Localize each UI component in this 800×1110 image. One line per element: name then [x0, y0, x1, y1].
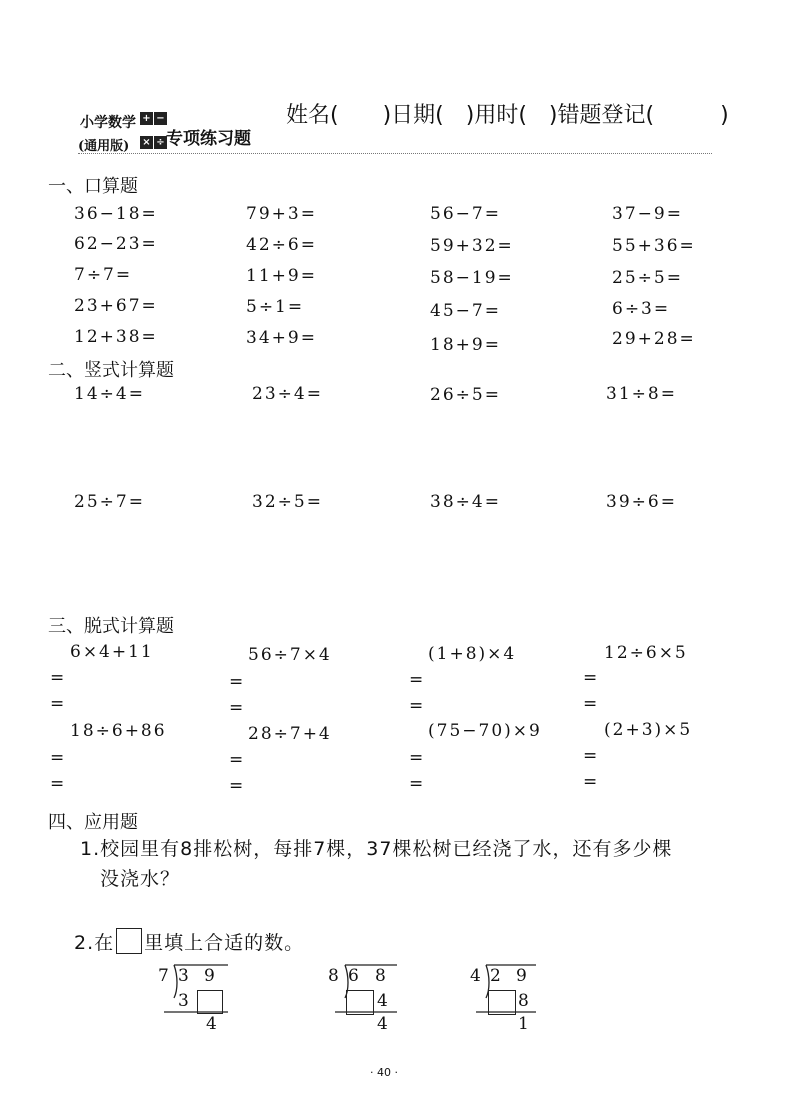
dividend-digit: 9 — [516, 966, 527, 986]
oral-question: 79+3= — [246, 204, 317, 224]
problem1-line1: 1.校园里有8排松树，每排7棵，37棵松树已经浇了水，还有多少棵 — [80, 838, 673, 860]
minus-icon: − — [154, 112, 167, 125]
equals-sign: = — [229, 750, 244, 770]
equals-sign: = — [583, 694, 598, 714]
remainder: 4 — [206, 1014, 217, 1034]
section3-title: 三、脱式计算题 — [48, 616, 174, 637]
vertical-question: 25÷7= — [74, 492, 145, 512]
oral-question: 55+36= — [612, 236, 696, 256]
product-digit: 4 — [377, 991, 388, 1011]
section1-title: 一、口算题 — [48, 176, 138, 197]
oral-question: 7÷7= — [74, 265, 133, 285]
remainder: 4 — [377, 1014, 388, 1034]
oral-question: 37−9= — [612, 204, 683, 224]
vertical-question: 23÷4= — [252, 384, 323, 404]
times-icon: × — [140, 136, 153, 149]
problem1-line2: 没浇水？ — [100, 868, 181, 890]
equals-sign: = — [50, 668, 65, 688]
equals-sign: = — [583, 746, 598, 766]
product-digit: 3 — [178, 991, 189, 1011]
section2-title: 二、竖式计算题 — [48, 360, 174, 381]
equals-sign: = — [229, 672, 244, 692]
dividend-digit: 3 — [178, 966, 189, 986]
stepwise-question: 56÷7×4 — [248, 645, 332, 665]
oral-question: 42÷6= — [246, 235, 317, 255]
problem2-prefix: 2.在 — [74, 932, 115, 954]
oral-question: 12+38= — [74, 327, 158, 347]
oral-question: 5÷1= — [246, 297, 305, 317]
header-divider — [78, 153, 712, 154]
oral-question: 6÷3= — [612, 299, 671, 319]
equals-sign: = — [409, 696, 424, 716]
stepwise-question: 6×4+11 — [70, 642, 154, 662]
vertical-question: 38÷4= — [430, 492, 501, 512]
divisor: 4 — [470, 966, 481, 986]
vertical-question: 39÷6= — [606, 492, 677, 512]
vertical-question: 26÷5= — [430, 385, 501, 405]
vertical-question: 31÷8= — [606, 384, 677, 404]
equals-sign: = — [409, 774, 424, 794]
oral-question: 58−19= — [430, 268, 514, 288]
divide-icon: ÷ — [154, 136, 167, 149]
stepwise-question: (75−70)×9 — [428, 721, 542, 741]
oral-question: 59+32= — [430, 236, 514, 256]
answer-input[interactable] — [488, 990, 516, 1015]
logo-line2: (通用版) — [78, 139, 130, 154]
equals-sign: = — [229, 776, 244, 796]
equals-sign: = — [583, 772, 598, 792]
oral-question: 56−7= — [430, 204, 501, 224]
oral-question: 45−7= — [430, 301, 501, 321]
dividend-digit: 8 — [375, 966, 386, 986]
equals-sign: = — [409, 670, 424, 690]
dividend-digit: 2 — [490, 966, 501, 986]
stepwise-question: 28÷7+4 — [248, 724, 332, 744]
oral-question: 23+67= — [74, 296, 158, 316]
equals-sign: = — [50, 774, 65, 794]
header-fields[interactable]: 姓名( )日期( )用时( )错题登记( ) — [286, 103, 729, 128]
product-digit: 8 — [518, 991, 529, 1011]
oral-question: 11+9= — [246, 266, 317, 286]
logo-line1: 小学数学 — [80, 115, 136, 131]
stepwise-question: 12÷6×5 — [604, 643, 688, 663]
dividend-digit: 9 — [204, 966, 215, 986]
equals-sign: = — [50, 694, 65, 714]
problem2-suffix: 里填上合适的数。 — [144, 932, 305, 954]
equals-sign: = — [409, 748, 424, 768]
remainder: 1 — [518, 1014, 529, 1034]
dividend-digit: 6 — [348, 966, 359, 986]
equals-sign: = — [229, 698, 244, 718]
equals-sign: = — [50, 748, 65, 768]
problem2 — [74, 928, 304, 958]
oral-question: 36−18= — [74, 204, 158, 224]
stepwise-question: (1+8)×4 — [428, 644, 517, 664]
oral-question: 25÷5= — [612, 268, 683, 288]
section4-title: 四、应用题 — [48, 812, 138, 833]
answer-input[interactable] — [346, 990, 374, 1015]
vertical-question: 32÷5= — [252, 492, 323, 512]
logo-title: 专项练习题 — [166, 129, 251, 149]
oral-question: 18+9= — [430, 335, 501, 355]
oral-question: 34+9= — [246, 328, 317, 348]
divisor: 7 — [158, 966, 169, 986]
stepwise-question: 18÷6+86 — [70, 721, 167, 741]
plus-icon: + — [140, 112, 153, 125]
stepwise-question: (2+3)×5 — [604, 720, 693, 740]
equals-sign: = — [583, 668, 598, 688]
page-number: · 40 · — [370, 1066, 398, 1079]
blank-box-icon — [116, 928, 142, 954]
oral-question: 29+28= — [612, 329, 696, 349]
divisor: 8 — [328, 966, 339, 986]
answer-input[interactable] — [197, 990, 223, 1014]
oral-question: 62−23= — [74, 234, 158, 254]
vertical-question: 14÷4= — [74, 384, 145, 404]
